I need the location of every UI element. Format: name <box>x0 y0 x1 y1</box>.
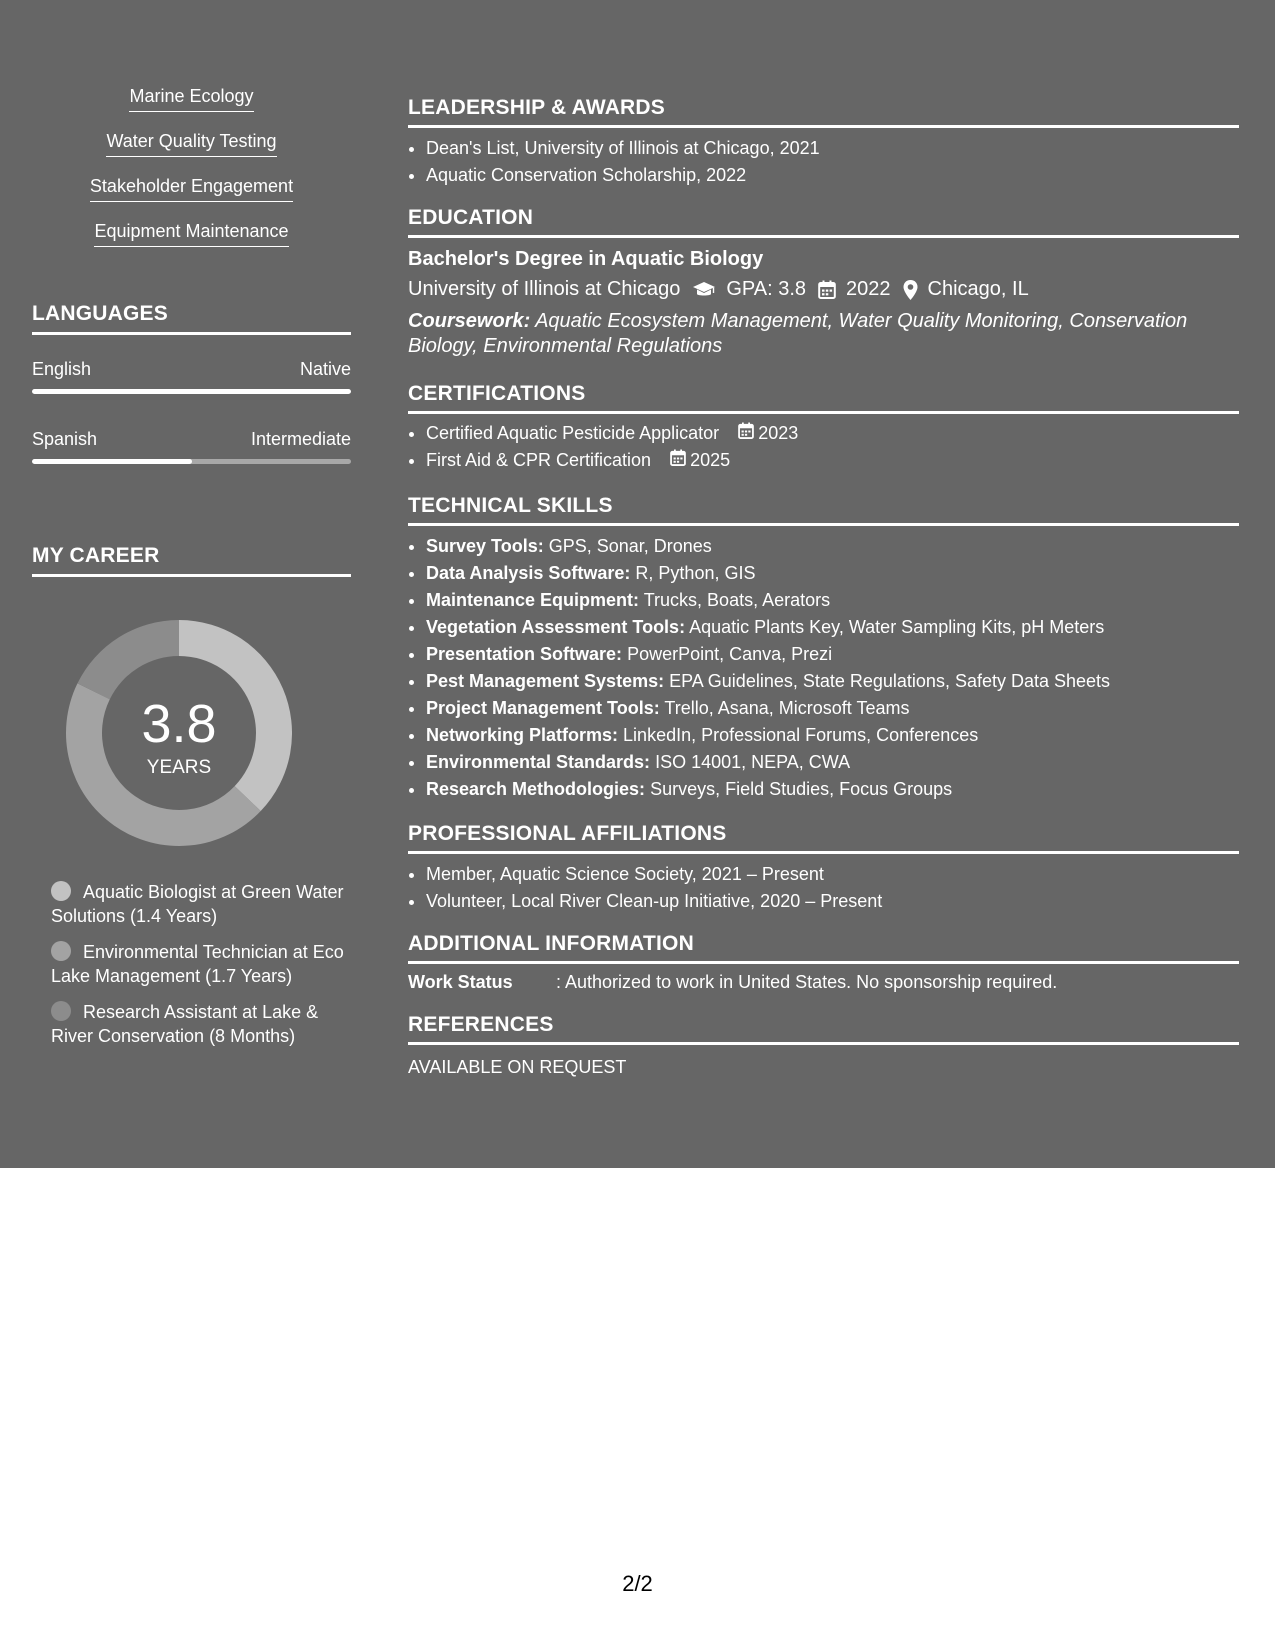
career-item-label: Environmental Technician at Eco Lake Management (1.7 Years) <box>51 942 344 986</box>
skill-label: Research Methodologies: <box>426 779 646 799</box>
language-row <box>32 429 351 450</box>
additional-info-heading: ADDITIONAL INFORMATION <box>408 932 1239 964</box>
skill-value: EPA Guidelines, State Regulations, Safety Data Sheets <box>669 671 1111 691</box>
graduation-cap-icon <box>692 281 716 299</box>
language-bar-fill <box>32 389 351 394</box>
coursework-text: Aquatic Ecosystem Management, Water Quality Monitoring, Conservation Biology, Environmental Regulations <box>408 310 1188 357</box>
certification-name: Certified Aquatic Pesticide Applicator <box>426 423 720 443</box>
references-value: AVAILABLE ON REQUEST <box>408 1057 627 1077</box>
list-item <box>426 533 1110 560</box>
affiliations-list <box>408 861 882 915</box>
list-item: • Aquatic Conservation Scholarship, 2022 <box>426 162 820 189</box>
career-total-value: 3.8 <box>141 694 217 754</box>
language-level: Intermediate <box>250 429 351 449</box>
certifications-heading: CERTIFICATIONS <box>408 382 1239 414</box>
coursework-label: Coursework: <box>408 310 531 332</box>
list-item <box>426 695 1110 722</box>
language-row <box>32 359 351 380</box>
certification-year: 2023 <box>758 423 799 443</box>
skill-label: Survey Tools: <box>426 536 544 556</box>
list-item <box>426 560 1110 587</box>
list-item <box>426 447 798 474</box>
list-item <box>426 641 1110 668</box>
skill-value: GPS, Sonar, Drones <box>548 536 712 556</box>
work-status-value: : Authorized to work in United States. No sponsorship required. <box>556 972 1058 992</box>
calendar-icon <box>670 449 686 466</box>
career-item <box>51 880 351 928</box>
career-item-label: Research Assistant at Lake & River Conservation (8 Months) <box>51 1002 319 1046</box>
languages-heading: LANGUAGES <box>32 302 351 335</box>
list-item: • Dean's List, University of Illinois at Chicago, 2021 <box>426 135 820 162</box>
skill-item: Water Quality Testing <box>106 131 276 157</box>
list-item <box>426 587 1110 614</box>
technical-skills-heading: TECHNICAL SKILLS <box>408 494 1239 526</box>
skill-label: Maintenance Equipment: <box>426 590 640 610</box>
list-item <box>426 420 798 447</box>
skill-label: Networking Platforms: <box>426 725 619 745</box>
certification-year: 2025 <box>690 450 731 470</box>
language-bar-fill <box>32 459 192 464</box>
skill-value: LinkedIn, Professional Forums, Conferences <box>623 725 979 745</box>
career-donut-chart <box>66 620 292 846</box>
language-name: English <box>32 359 92 379</box>
skill-label: Vegetation Assessment Tools: <box>426 617 686 637</box>
education-year: 2022 <box>846 278 891 300</box>
education-details <box>408 278 1029 301</box>
language-bar <box>32 459 351 464</box>
list-item <box>426 722 1110 749</box>
list-item: • Volunteer, Local River Clean-up Initiative, 2020 – Present <box>426 888 882 915</box>
map-marker-icon <box>903 280 918 300</box>
skills-list <box>32 86 351 266</box>
certification-name: First Aid & CPR Certification <box>426 450 652 470</box>
career-item-label: Aquatic Biologist at Green Water Solutions (1.4 Years) <box>51 882 344 926</box>
career-dot-icon <box>51 1001 71 1021</box>
career-dot-icon <box>51 881 71 901</box>
career-legend <box>51 880 351 1060</box>
leadership-list <box>408 135 820 189</box>
skill-value: Trucks, Boats, Aerators <box>643 590 831 610</box>
education-heading: EDUCATION <box>408 206 1239 238</box>
list-item <box>426 668 1110 695</box>
career-dot-icon <box>51 941 71 961</box>
skill-value: PowerPoint, Canva, Prezi <box>627 644 833 664</box>
skill-value: Surveys, Field Studies, Focus Groups <box>650 779 953 799</box>
work-status-row <box>408 972 1057 993</box>
skill-label: Project Management Tools: <box>426 698 660 718</box>
certifications-list <box>408 420 798 474</box>
work-status-label: Work Status <box>408 972 513 992</box>
education-gpa: GPA: 3.8 <box>726 278 807 300</box>
education-degree: Bachelor's Degree in Aquatic Biology <box>408 248 764 270</box>
technical-skills-list <box>408 533 1110 803</box>
calendar-icon <box>738 422 754 439</box>
skill-label: Environmental Standards: <box>426 752 651 772</box>
education-school: University of Illinois at Chicago <box>408 278 681 300</box>
career-item <box>51 1000 351 1048</box>
page-number: 2/2 <box>622 1571 653 1596</box>
donut-slice-2 <box>77 620 179 699</box>
list-item <box>426 776 1110 803</box>
language-name: Spanish <box>32 429 98 449</box>
skill-value: Aquatic Plants Key, Water Sampling Kits, pH Meters <box>689 617 1105 637</box>
career-heading: MY CAREER <box>32 544 351 577</box>
leadership-heading: LEADERSHIP & AWARDS <box>408 96 1239 128</box>
education-coursework <box>408 309 1208 359</box>
calendar-icon <box>818 280 836 299</box>
skill-item: Equipment Maintenance <box>94 221 288 247</box>
skill-item: Marine Ecology <box>129 86 253 112</box>
education-location: Chicago, IL <box>927 278 1029 300</box>
skill-label: Pest Management Systems: <box>426 671 665 691</box>
skill-label: Presentation Software: <box>426 644 623 664</box>
skill-value: ISO 14001, NEPA, CWA <box>655 752 851 772</box>
language-bar <box>32 389 351 394</box>
skill-label: Data Analysis Software: <box>426 563 631 583</box>
skill-value: Trello, Asana, Microsoft Teams <box>664 698 910 718</box>
career-total-unit: YEARS <box>146 757 212 778</box>
language-level: Native <box>299 359 351 379</box>
list-item: • Member, Aquatic Science Society, 2021 – Present <box>426 861 882 888</box>
references-heading: REFERENCES <box>408 1013 1239 1045</box>
affiliations-heading: PROFESSIONAL AFFILIATIONS <box>408 822 1239 854</box>
skill-item: Stakeholder Engagement <box>90 176 293 202</box>
skill-value: R, Python, GIS <box>635 563 756 583</box>
career-item <box>51 940 351 988</box>
list-item <box>426 614 1110 641</box>
list-item <box>426 749 1110 776</box>
